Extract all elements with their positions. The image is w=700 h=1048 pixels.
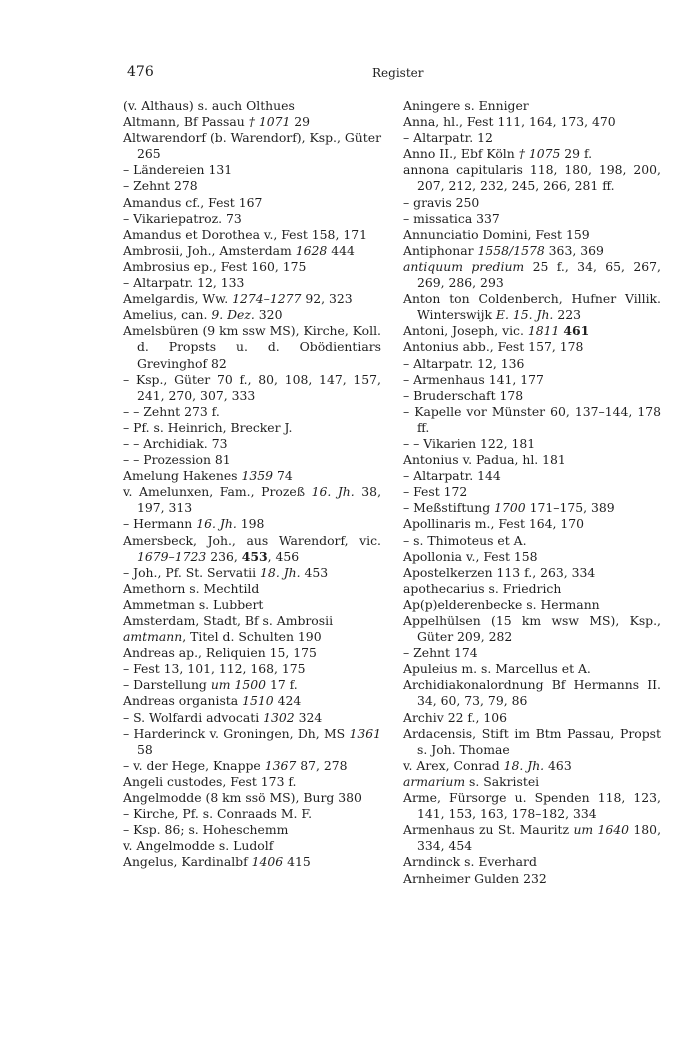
entry-text: 74 xyxy=(273,468,293,484)
index-entry xyxy=(403,227,661,243)
index-entry xyxy=(123,275,381,291)
entry-italic-text: antiquum predium xyxy=(403,258,525,274)
entry-italic-text: 1274–1277 xyxy=(232,291,302,307)
index-entry xyxy=(403,130,661,146)
entry-text: 453 xyxy=(300,564,329,580)
index-entry xyxy=(403,581,661,597)
index-entry xyxy=(403,661,661,677)
entry-italic-text: 1628 xyxy=(295,242,328,258)
index-entry xyxy=(123,98,381,114)
index-entry xyxy=(403,195,661,211)
entry-text: Armenhaus zu St. Mauritz xyxy=(403,822,574,838)
entry-text: – Meßstiftung xyxy=(403,500,495,516)
entry-text: Aningere s. Enniger xyxy=(403,98,529,113)
entry-text: Anno II., Ebf Köln xyxy=(403,146,519,162)
index-entry xyxy=(403,243,661,259)
index-entry xyxy=(403,468,661,484)
entry-text: annona capitularis 118, 180, 198, 200, 207, 212, 232, 245, 266, 281 ff. xyxy=(403,162,661,194)
entry-text: Apollonia v., Fest 158 xyxy=(403,548,538,564)
index-entry xyxy=(403,645,661,661)
index-entry xyxy=(403,613,661,645)
index-entry xyxy=(123,710,381,726)
index-entry xyxy=(403,822,661,854)
entry-italic-text: 18. Jh. xyxy=(503,757,545,773)
index-entry xyxy=(123,516,381,532)
entry-text: Ardacensis, Stift im Btm Passau, Propst s. Joh. Thomae xyxy=(403,725,661,757)
index-entry xyxy=(123,372,381,404)
index-entry xyxy=(123,838,381,854)
index-entry xyxy=(403,211,661,227)
entry-text: Archiv 22 f., 106 xyxy=(403,709,508,725)
index-entry xyxy=(403,436,661,452)
entry-text: Antonius v. Padua, hl. 181 xyxy=(403,452,566,468)
entry-text: 324 xyxy=(294,709,323,725)
entry-text: Altwarendorf (b. Warendorf), Ksp., Güter 265 xyxy=(123,130,381,162)
entry-text: Antoni, Joseph, vic. xyxy=(403,323,528,339)
entry-text: Amelung Hakenes xyxy=(123,468,242,484)
index-entry xyxy=(123,661,381,677)
entry-text: – S. Wolfardi advocati xyxy=(123,709,264,725)
index-entry xyxy=(403,790,661,822)
index-entry xyxy=(123,452,381,468)
entry-text: v. Arex, Conrad xyxy=(403,757,504,773)
index-entry xyxy=(123,178,381,194)
entry-text: Andreas ap., Reliquien 15, 175 xyxy=(123,645,317,661)
index-entry xyxy=(403,372,661,388)
entry-bold-page-ref: 453 xyxy=(241,548,268,564)
entry-text: Ap(p)elderenbecke s. Hermann xyxy=(403,596,600,612)
index-entry xyxy=(123,211,381,227)
entry-text: 92, 323 xyxy=(301,291,353,307)
entry-italic-text: 1367 xyxy=(264,757,297,773)
index-entry xyxy=(123,597,381,613)
index-entry xyxy=(123,114,381,130)
entry-text: – Darstellung xyxy=(123,677,211,693)
entry-text: – – Prozession 81 xyxy=(123,452,231,468)
index-entry xyxy=(403,114,661,130)
entry-text: – Harderinck v. Groningen, Dh, MS xyxy=(123,725,350,741)
index-entry xyxy=(123,420,381,436)
index-entry xyxy=(403,774,661,790)
entry-text: – Pf. s. Heinrich, Brecker J. xyxy=(123,419,293,435)
entry-text: Ambrosii, Joh., Amsterdam xyxy=(123,242,296,258)
entry-text: Apostelkerzen 113 f., 263, 334 xyxy=(403,564,596,580)
entry-text: Ambrosius ep., Fest 160, 175 xyxy=(123,258,307,274)
entry-text: Antonius abb., Fest 157, 178 xyxy=(403,339,584,355)
entry-text: Amsterdam, Stadt, Bf s. Ambrosii xyxy=(123,613,334,628)
entry-text: – Bruderschaft 178 xyxy=(403,387,524,403)
entry-italic-text: E. 15. Jh. xyxy=(495,307,554,323)
index-column-left xyxy=(123,98,381,871)
entry-bold-page-ref: 461 xyxy=(563,323,590,339)
index-entry xyxy=(403,871,661,887)
index-entry xyxy=(123,565,381,581)
entry-text: – Zehnt 174 xyxy=(403,645,478,661)
entry-text: 58 xyxy=(137,741,153,757)
entry-text: – Ländereien 131 xyxy=(123,162,233,178)
index-entry xyxy=(123,259,381,275)
entry-text: Angeli custodes, Fest 173 f. xyxy=(123,773,297,789)
entry-text: 180, 334, 454 xyxy=(417,822,662,854)
index-entry xyxy=(403,710,661,726)
entry-italic-text: 16. Jh. xyxy=(196,516,237,532)
entry-text: – – Archidiak. 73 xyxy=(123,435,228,451)
entry-text: 87, 278 xyxy=(296,757,348,773)
entry-italic-text: 16. Jh. xyxy=(311,484,355,500)
entry-text: Amethorn s. Mechtild xyxy=(123,580,260,596)
index-entry xyxy=(403,565,661,581)
index-entry xyxy=(123,130,381,162)
index-entry xyxy=(123,291,381,307)
entry-text: 424 xyxy=(273,693,302,709)
entry-text: 223 xyxy=(553,307,581,323)
index-entry xyxy=(123,854,381,870)
entry-text: 198 xyxy=(236,516,265,532)
entry-text: – Kirche, Pf. s. Conraads M. F. xyxy=(123,806,313,822)
entry-text: v. Angelmodde s. Ludolf xyxy=(123,838,274,854)
index-entry xyxy=(123,629,381,645)
entry-italic-text: † 1071 xyxy=(248,114,291,130)
index-entry xyxy=(123,613,381,629)
entry-italic-text: 1406 xyxy=(251,854,284,870)
entry-text: – Fest 13, 101, 112, 168, 175 xyxy=(123,661,306,677)
entry-text: – – Zehnt 273 f. xyxy=(123,403,220,419)
index-entry xyxy=(123,806,381,822)
page-number: 476 xyxy=(127,64,154,80)
index-entry xyxy=(123,726,381,758)
entry-text: Anna, hl., Fest 111, 164, 173, 470 xyxy=(403,114,616,130)
index-entry xyxy=(403,404,661,436)
entry-text: – Altarpatr. 12, 133 xyxy=(123,275,245,291)
entry-text: Amandus cf., Fest 167 xyxy=(123,194,263,210)
entry-text: 444 xyxy=(327,242,355,258)
entry-text: Annunciatio Domini, Fest 159 xyxy=(403,226,590,242)
entry-text: – Vikariepatroz. 73 xyxy=(123,210,242,226)
index-entry xyxy=(403,677,661,709)
index-entry xyxy=(123,162,381,178)
entry-text: Andreas organista xyxy=(123,693,243,709)
entry-text: Angelmodde (8 km ssö MS), Burg 380 xyxy=(123,790,362,806)
index-entry xyxy=(403,146,661,162)
index-entry xyxy=(123,533,381,565)
index-entry xyxy=(123,195,381,211)
entry-text: – Kapelle vor Münster 60, 137–144, 178 ff. xyxy=(403,403,661,435)
entry-text: 171–175, 389 xyxy=(525,500,615,516)
index-entry xyxy=(123,404,381,420)
entry-text: – Zehnt 278 xyxy=(123,178,198,194)
entry-text: Archidiakonalordnung Bf Hermanns II. 34, 60, 73, 79, 86 xyxy=(403,677,661,709)
entry-text: – Joh., Pf. St. Servatii xyxy=(123,564,261,580)
index-entry xyxy=(123,758,381,774)
entry-text: Arndinck s. Everhard xyxy=(403,854,537,870)
entry-italic-text: armarium xyxy=(403,773,466,789)
index-entry xyxy=(123,227,381,243)
index-entry xyxy=(403,291,661,323)
entry-text: – Hermann xyxy=(123,516,197,532)
entry-italic-text: um 1500 xyxy=(210,677,267,693)
entry-italic-text: 1361 xyxy=(349,725,381,741)
running-title: Register xyxy=(372,66,424,80)
entry-text: 25 f., 34, 65, 267, 269, 286, 293 xyxy=(417,258,661,291)
entry-text: Amersbeck, Joh., aus Warendorf, vic. xyxy=(123,532,381,548)
entry-text: Arme, Fürsorge u. Spenden 118, 123, 141, 153, 163, 178–182, 334 xyxy=(403,790,661,822)
entry-text: Amelgardis, Ww. xyxy=(123,291,233,307)
entry-text: , 456 xyxy=(267,548,300,564)
entry-text: 415 xyxy=(283,854,311,870)
index-entry xyxy=(403,726,661,758)
index-entry xyxy=(123,581,381,597)
entry-text: – v. der Hege, Knappe xyxy=(123,757,265,773)
entry-text: 29 f. xyxy=(560,146,593,162)
entry-text: – Altarpatr. 12 xyxy=(403,130,493,146)
entry-text: – Altarpatr. 12, 136 xyxy=(403,355,525,371)
entry-italic-text: 1510 xyxy=(242,693,274,709)
entry-text: , Titel d. Schulten 190 xyxy=(182,629,322,645)
index-entry xyxy=(403,533,661,549)
index-column-right xyxy=(403,98,661,887)
index-entry xyxy=(123,645,381,661)
entry-italic-text: 1558/1578 xyxy=(477,242,545,258)
index-entry xyxy=(123,677,381,693)
entry-text: 38, 197, 313 xyxy=(137,484,382,516)
entry-text: – s. Thimoteus et A. xyxy=(403,532,527,548)
entry-text: – Altarpatr. 144 xyxy=(403,468,501,484)
index-entry xyxy=(123,484,381,516)
index-entry xyxy=(403,98,661,114)
index-entry xyxy=(403,323,661,339)
entry-italic-text: amtmann xyxy=(123,629,183,645)
entry-text: – Armenhaus 141, 177 xyxy=(403,371,544,387)
index-entry xyxy=(403,500,661,516)
entry-italic-text: 9. Dez. xyxy=(211,307,255,323)
entry-text: – gravis 250 xyxy=(403,194,480,210)
entry-text: – Fest 172 xyxy=(403,484,468,500)
index-entry xyxy=(403,388,661,404)
entry-text: Anton ton Coldenberch, Hufner Villik. Winterswijk xyxy=(403,291,661,323)
index-entry xyxy=(403,854,661,870)
index-entry xyxy=(123,774,381,790)
entry-italic-text: 1679–1723 xyxy=(137,548,207,564)
entry-text: Angelus, Kardinalbf xyxy=(123,854,252,870)
index-entry xyxy=(123,790,381,806)
entry-text: – missatica 337 xyxy=(403,210,500,226)
entry-text: Apuleius m. s. Marcellus et A. xyxy=(403,661,591,677)
entry-text: 236, xyxy=(206,548,242,564)
index-entry xyxy=(123,436,381,452)
index-entry xyxy=(403,484,661,500)
entry-italic-text: 1700 xyxy=(494,500,526,516)
index-entry xyxy=(403,452,661,468)
entry-text: apothecarius s. Friedrich xyxy=(403,580,562,596)
entry-text: 320 xyxy=(254,307,283,323)
index-entry xyxy=(403,339,661,355)
index-entry xyxy=(123,323,381,371)
entry-italic-text: um 1640 xyxy=(573,822,630,838)
index-entry xyxy=(403,356,661,372)
index-entry xyxy=(403,516,661,532)
index-entry xyxy=(403,758,661,774)
index-entry xyxy=(123,307,381,323)
entry-text: Altmann, Bf Passau xyxy=(123,114,249,130)
index-entry xyxy=(403,597,661,613)
index-entry xyxy=(403,259,661,291)
entry-italic-text: 1302 xyxy=(263,709,295,725)
index-entry xyxy=(123,243,381,259)
entry-italic-text: 1359 xyxy=(241,468,274,484)
entry-text: v. Amelunxen, Fam., Prozeß xyxy=(123,484,312,500)
entry-text: Amandus et Dorothea v., Fest 158, 171 xyxy=(123,226,367,242)
entry-text: – – Vikarien 122, 181 xyxy=(403,435,536,451)
index-entry xyxy=(123,468,381,484)
entry-text: Appelhülsen (15 km wsw MS), Ksp., Güter 209, 282 xyxy=(403,613,661,645)
entry-text: Apollinaris m., Fest 164, 170 xyxy=(403,516,585,532)
entry-text: 463 xyxy=(544,757,572,773)
index-entry xyxy=(123,822,381,838)
entry-text: (v. Althaus) s. auch Olthues xyxy=(123,98,295,113)
entry-text: 17 f. xyxy=(266,677,298,693)
entry-text: Ammetman s. Lubbert xyxy=(123,596,264,612)
entry-text: – Ksp., Güter 70 f., 80, 108, 147, 157, 241, 270, 307, 333 xyxy=(123,371,381,403)
entry-text: s. Sakristei xyxy=(465,773,540,789)
entry-text: 363, 369 xyxy=(544,242,604,258)
entry-text: 29 xyxy=(290,114,311,130)
index-entry xyxy=(403,162,661,194)
entry-italic-text: † 1075 xyxy=(518,146,561,162)
entry-text: Antiphonar xyxy=(403,242,478,258)
entry-italic-text: 1811 xyxy=(527,323,560,339)
index-entry xyxy=(123,693,381,709)
entry-text: Amelius, can. xyxy=(123,307,212,323)
entry-text: Arnheimer Gulden 232 xyxy=(403,870,547,886)
entry-italic-text: 18. Jh. xyxy=(260,564,301,580)
index-entry xyxy=(403,549,661,565)
entry-text: Amelsbüren (9 km ssw MS), Kirche, Koll. d. Propsts u. d. Obödientiars Grevinghof 82 xyxy=(123,323,381,371)
entry-text: – Ksp. 86; s. Hoheschemm xyxy=(123,822,289,838)
